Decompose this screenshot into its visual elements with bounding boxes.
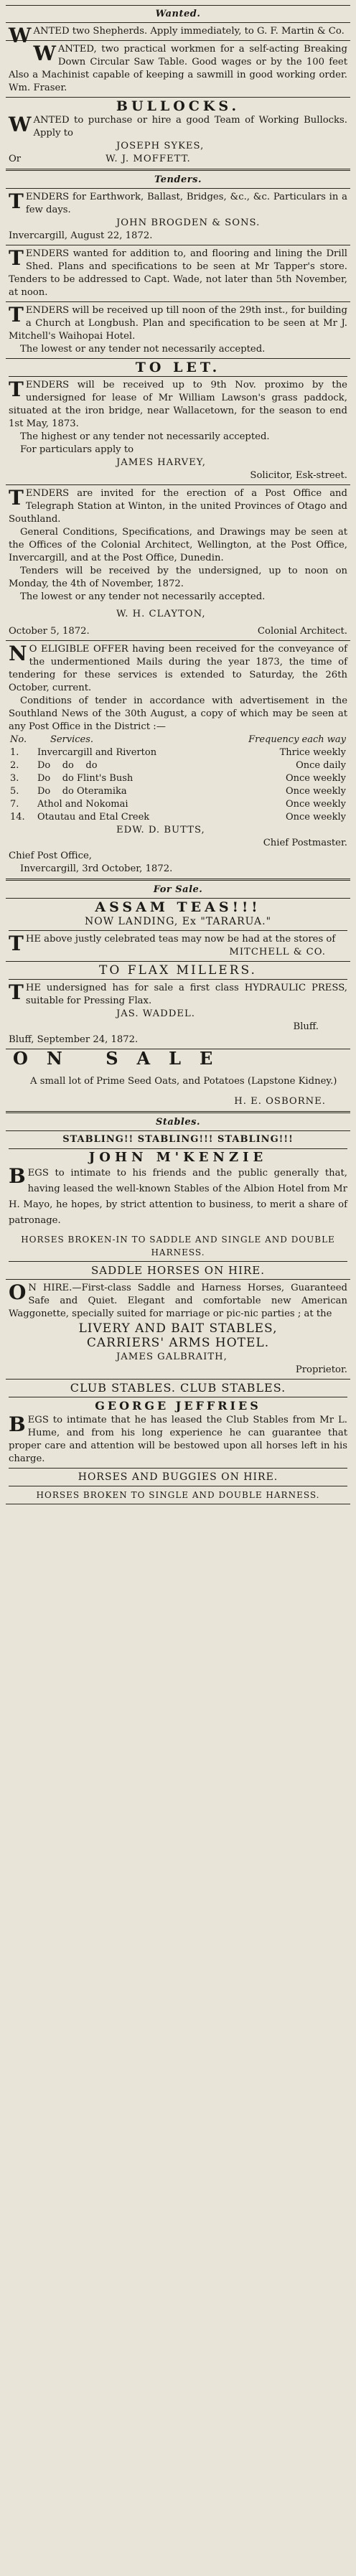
ad-tender-church <box>6 304 350 356</box>
ad-signature-role: Colonial Architect. <box>257 626 347 637</box>
ad-tender-earthwork <box>6 191 350 243</box>
ad-tender-drill-shed <box>6 248 350 299</box>
ad-signature: MITCHELL & CO. <box>229 947 326 957</box>
col-no: No. <box>10 734 27 745</box>
section-heading-stables: Stables. <box>156 1117 200 1128</box>
table-header-row <box>9 734 347 746</box>
ad-bullocks <box>6 100 350 166</box>
ad-note: The lowest or any tender not necessarily accepted. <box>20 344 266 355</box>
ad-signature: JAS. WADDEL. <box>116 1008 195 1019</box>
ad-mckenzie-stables <box>6 1133 350 1277</box>
row-service: Do do do <box>37 760 98 771</box>
ad-note: The highest or any tender not necessarily accepted. <box>20 431 270 442</box>
ad-body: TENDERS wanted for addition to, and flooring and lining the Drill Shed. Plans and specifications to be seen at Mr Tapper's store. Tenders to be addressed to Capt. Wade, not later than 5th November, at noon. <box>9 246 347 298</box>
col-frequency: Frequency each way <box>248 734 346 745</box>
ad-body: A small lot of Prime Seed Oats, and Potatoes (Lapstone Kidney.) <box>30 1076 337 1087</box>
ad-signature-place: Bluff. <box>293 1021 319 1032</box>
mail-services-table <box>9 734 347 824</box>
ad-body-2: Conditions of tender in accordance with advertisement in the Southland News of the 30th August, a copy of which may be seen at any Post Office in the District :— <box>9 695 347 732</box>
newspaper-column <box>6 0 350 1504</box>
ad-body: TENDERS for Earthwork, Ballast, Bridges, &c., &c. Particulars in a few days. <box>9 189 347 215</box>
ad-wanted-workmen <box>6 43 350 95</box>
ad-name: JOHN M'KENZIE <box>88 1150 268 1165</box>
ad-date: October 5, 1872. <box>9 626 90 637</box>
table-row <box>9 759 347 772</box>
section-heading-wanted: Wanted. <box>155 9 201 19</box>
ad-body: THE undersigned has for sale a first class HYDRAULIC PRESS, suitable for Pressing Flax. <box>9 980 347 1006</box>
ad-title-2: CARRIERS' ARMS HOTEL. <box>86 1336 270 1350</box>
ad-note: The lowest or any tender not necessarily accepted. <box>20 591 266 602</box>
ad-signature-2: W. J. MOFFETT. <box>106 154 191 164</box>
ad-assam-teas <box>6 901 350 959</box>
row-service: Do do Flint's Bush <box>37 773 134 784</box>
row-frequency: Once weekly <box>285 799 346 810</box>
ad-club-stables <box>6 1382 350 1502</box>
row-no: 3. <box>10 773 19 784</box>
ad-more: For particulars apply to <box>20 444 134 455</box>
ad-signature: H. E. OSBORNE. <box>234 1096 326 1107</box>
row-no: 1. <box>10 747 19 758</box>
ad-date: Invercargill, 3rd October, 1872. <box>20 863 173 874</box>
ad-body: TENDERS are invited for the erection of a Post Office and Telegraph Station at Winton, in the united Provinces of Otago and Southland. <box>9 486 347 525</box>
section-heading-tenders: Tenders. <box>154 174 202 185</box>
ad-to-let <box>6 361 350 482</box>
table-row <box>9 772 347 785</box>
row-no: 7. <box>10 799 19 810</box>
row-service: Invercargill and Riverton <box>37 747 157 758</box>
ad-signature: JAMES HARVEY, <box>116 457 206 468</box>
ad-signature-role: Chief Postmaster. <box>263 838 347 848</box>
ad-signature-role: Solicitor, Esk-street. <box>250 470 347 481</box>
ad-body: WANTED to purchase or hire a good Team of Working Bullocks. Apply to <box>9 113 347 139</box>
table-row <box>9 811 347 824</box>
ad-body: WANTED two Shepherds. Apply immediately, to G. F. Martin & Co. <box>9 24 345 47</box>
ad-body: BEGS to intimate to his friends and the public generally that, having leased the well-known Stables of the Albion Hotel from Mr H. Mayo, he hopes, by strict attention to business, to merit a share of patronage. <box>9 1164 347 1226</box>
ad-title: BULLOCKS. <box>116 98 240 114</box>
ad-note: HORSES BROKEN TO SINGLE AND DOUBLE HARNESS. <box>36 1490 320 1500</box>
ad-body: TENDERS will be received up till noon of the 29th inst., for building a Church at Longbush. Plan and specification to be seen at Mr J. Mitchell's Waihopai Hotel. <box>9 303 347 342</box>
row-frequency: Once daily <box>296 760 346 771</box>
ad-title: ASSAM TEAS!!! <box>95 899 261 915</box>
ad-tender-post-office <box>6 487 350 638</box>
ad-date: Invercargill, August 22, 1872. <box>9 230 153 241</box>
ad-title: TO LET. <box>135 360 221 375</box>
ad-signature: EDW. D. BUTTS, <box>116 825 205 835</box>
ad-body-3: Tenders will be received by the undersigned, up to noon on Monday, the 4th of November, 1872. <box>9 566 347 589</box>
ad-body: THE above justly celebrated teas may now be had at the stores of <box>9 932 336 955</box>
ad-title: CLUB STABLES. CLUB STABLES. <box>70 1381 286 1395</box>
ad-signature: JAMES GALBRAITH, <box>116 1352 228 1362</box>
row-frequency: Once weekly <box>285 773 346 784</box>
ad-body: TENDERS will be received up to 9th Nov. proximo by the undersigned for lease of Mr William Lawson's grass paddock, situated at the iron bridge, near Wallacetown, for the season to end 1st May, 1873. <box>9 378 347 429</box>
row-frequency: Thrice weekly <box>279 747 346 758</box>
ad-signature: JOHN BROGDEN & SONS. <box>116 217 261 228</box>
col-services: Services. <box>50 734 94 745</box>
ad-mail-tenders <box>6 643 350 876</box>
ad-footer: SADDLE HORSES ON HIRE. <box>91 1264 265 1277</box>
row-no: 14. <box>10 812 25 823</box>
ad-body-2: General Conditions, Specifications, and Drawings may be seen at the Offices of the Colonial Architect, Wellington, at the Post Office, Invercargill, and at the Post Office, Dunedin. <box>9 527 347 563</box>
table-row <box>9 746 347 759</box>
ad-footer: HORSES AND BUGGIES ON HIRE. <box>78 1471 278 1483</box>
ad-title: TO FLAX MILLERS. <box>99 963 257 978</box>
ad-or: Or <box>9 154 22 164</box>
ad-signature: W. H. CLAYTON, <box>116 609 206 619</box>
ad-carriers-arms <box>6 1282 350 1377</box>
ad-place: Chief Post Office, <box>9 851 92 861</box>
ad-signature-role: Proprietor. <box>295 1364 347 1375</box>
ad-note: HORSES BROKEN-IN TO SADDLE AND SINGLE AND DOUBLE HARNESS. <box>21 1235 335 1257</box>
table-row <box>9 798 347 811</box>
ad-body: NO ELIGIBLE OFFER having been received for the conveyance of the undermentioned Mails during the year 1873, the time of tendering for these services is extended to Saturday, the 26th October, current. <box>9 642 347 693</box>
row-no: 2. <box>10 760 19 771</box>
ad-title: STABLING!! STABLING!!! STABLING!!! <box>62 1134 294 1145</box>
row-service: Do do Oteramika <box>37 786 127 797</box>
ad-signature: JOSEPH SYKES, <box>116 141 205 151</box>
table-row <box>9 785 347 798</box>
row-service: Athol and Nokomai <box>37 799 128 810</box>
ad-title: ON SALE <box>13 1048 232 1069</box>
row-service: Otautau and Etal Creek <box>37 812 150 823</box>
ad-body: ON HIRE.—First-class Saddle and Harness Horses, Guaranteed Safe and Quiet. Elegant and comfortable new American Waggonette, specially suited for marriage or pic-nic parties ; at the <box>9 1280 347 1319</box>
ad-date: Bluff, September 24, 1872. <box>9 1034 139 1045</box>
ad-title: LIVERY AND BAIT STABLES, <box>78 1321 278 1336</box>
ad-body: WANTED, two practical workmen for a self-acting Breaking Down Circular Saw Table. Good wages or by the 100 feet Also a Machinist capable of keeping a sawmill in good working order. Wm. Fraser. <box>9 42 347 93</box>
row-frequency: Once weekly <box>285 812 346 823</box>
ad-name: GEORGE JEFFRIES <box>95 1399 261 1413</box>
row-no: 5. <box>10 786 19 797</box>
ad-body: BEGS to intimate that he has leased the Club Stables from Mr L. Hume, and from his long experience he can guarantee that proper care and attention will be bestowed upon all horses left in his charge. <box>9 1413 347 1464</box>
ad-on-sale <box>6 1048 350 1108</box>
ad-subtitle: NOW LANDING, Ex "TARARUA." <box>84 916 272 927</box>
ad-wanted-shepherds <box>6 24 350 47</box>
ad-flax-millers <box>6 964 350 1046</box>
section-heading-for-sale: For Sale. <box>153 884 203 895</box>
row-frequency: Once weekly <box>285 786 346 797</box>
